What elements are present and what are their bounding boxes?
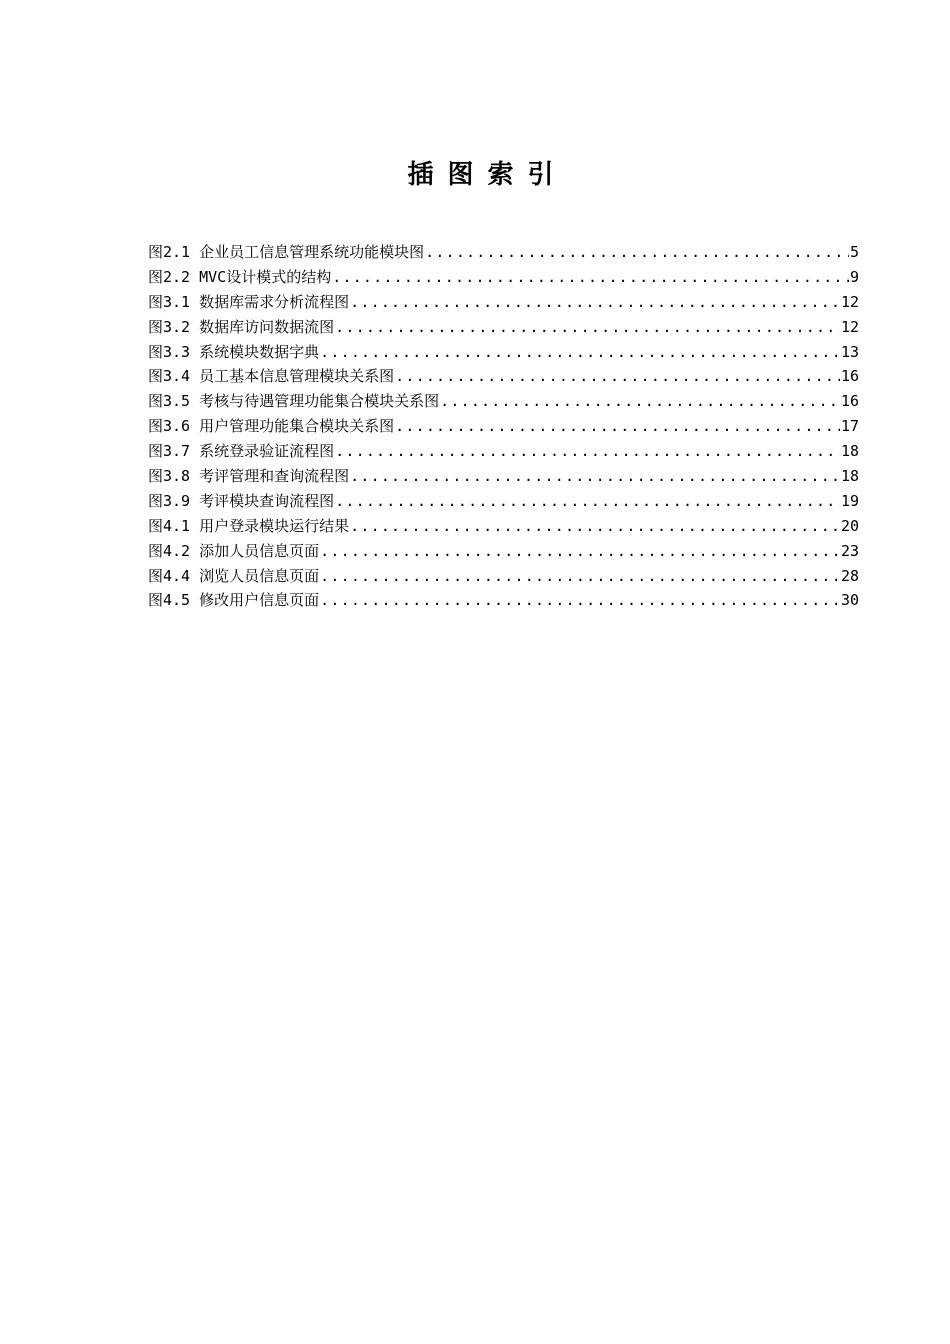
figure-index-entry (148, 464, 859, 489)
entry-label: 图3.9 考评模块查询流程图 (148, 491, 335, 510)
dot-leader (320, 340, 840, 365)
entry-page-number: 12 (840, 317, 859, 336)
entry-label: 图4.2 添加人员信息页面 (148, 541, 320, 560)
entry-label: 图3.4 员工基本信息管理模块关系图 (148, 367, 395, 386)
dot-leader (350, 290, 840, 315)
figure-index-entry (148, 439, 859, 464)
dot-leader (320, 539, 840, 564)
entry-label: 图2.1 企业员工信息管理系统功能模块图 (148, 243, 425, 261)
dot-leader (350, 514, 840, 539)
dot-leader (335, 315, 840, 340)
entry-label: 图4.1 用户登录模块运行结果 (148, 516, 350, 535)
entry-label: 图3.5 考核与待遇管理功能集合模块关系图 (148, 392, 440, 411)
entry-page-number: 9 (849, 267, 859, 286)
figure-index-entry (148, 240, 859, 265)
entry-page-number: 16 (840, 367, 859, 386)
dot-leader (425, 240, 849, 265)
figure-index-entry (148, 564, 859, 589)
dot-leader (395, 414, 840, 439)
dot-leader (332, 265, 849, 290)
entry-page-number: 30 (840, 591, 859, 610)
dot-leader (320, 564, 840, 589)
figure-index-entry (148, 315, 859, 340)
dot-leader (335, 489, 840, 514)
figure-index-entry (148, 514, 859, 539)
figure-index-entry (148, 588, 859, 613)
entry-label: 图3.8 考评管理和查询流程图 (148, 467, 350, 486)
entry-label: 图3.2 数据库访问数据流图 (148, 317, 335, 336)
dot-leader (335, 439, 840, 464)
figure-index-entry (148, 340, 859, 365)
figure-index-entry (148, 265, 859, 290)
figure-index-list (148, 240, 859, 613)
entry-page-number: 28 (840, 566, 859, 585)
page-title: 插图索引 (407, 160, 568, 190)
figure-index-entry (148, 539, 859, 564)
entry-page-number: 17 (840, 417, 859, 436)
entry-page-number: 23 (840, 541, 859, 560)
dot-leader (320, 588, 840, 613)
figure-index-entry (148, 414, 859, 439)
figure-index-entry (148, 364, 859, 389)
figure-index-entry (148, 389, 859, 414)
dot-leader (350, 464, 840, 489)
entry-label: 图2.2 MVC设计模式的结构 (148, 267, 332, 286)
entry-page-number: 18 (840, 467, 859, 486)
entry-page-number: 12 (840, 292, 859, 311)
entry-page-number: 13 (840, 342, 859, 361)
entry-page-number: 16 (840, 392, 859, 411)
figure-index-entry (148, 290, 859, 315)
figure-index-entry (148, 489, 859, 514)
entry-label: 图3.6 用户管理功能集合模块关系图 (148, 417, 395, 436)
entry-page-number: 19 (840, 491, 859, 510)
entry-page-number: 5 (849, 243, 859, 261)
entry-label: 图4.4 浏览人员信息页面 (148, 566, 320, 585)
entry-page-number: 20 (840, 516, 859, 535)
entry-label: 图3.3 系统模块数据字典 (148, 342, 320, 361)
entry-label: 图3.7 系统登录验证流程图 (148, 442, 335, 461)
entry-label: 图4.5 修改用户信息页面 (148, 591, 320, 610)
dot-leader (440, 389, 840, 414)
dot-leader (395, 364, 840, 389)
entry-page-number: 18 (840, 442, 859, 461)
entry-label: 图3.1 数据库需求分析流程图 (148, 292, 350, 311)
